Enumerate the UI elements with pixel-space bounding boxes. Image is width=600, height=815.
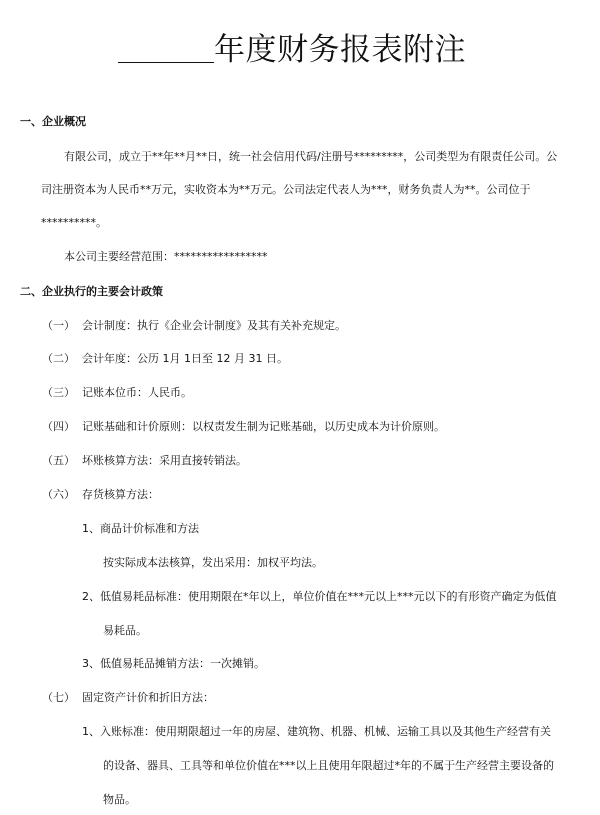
fixed-assets-subitem-1-line-3: 物品。 (103, 793, 136, 806)
policy-item-4-marker: （四） (42, 420, 75, 433)
policy-item-6-marker: （六） (42, 488, 75, 501)
overview-paragraph-line-2: 司注册资本为人民币**万元，实收资本为**万元。公司法定代表人为***，财务负责人为**。公司位于 (41, 183, 531, 196)
policy-item-5-text: 坏账核算方法：采用直接转销法。 (82, 454, 247, 467)
policy-item-1-marker: （一） (42, 319, 75, 332)
policy-item-4-text: 记账基础和计价原则：以权责发生制为记账基础，以历史成本为计价原则。 (82, 420, 445, 433)
inventory-subitem-2-line-1: 2、低值易耗品标准：使用期限在*年以上，单位价值在***元以上***元以下的有形资产确定为低值 (82, 590, 557, 603)
policy-item-1-text: 会计制度：执行《企业会计制度》及其有关补充规定。 (82, 319, 346, 332)
section-heading-accounting-policies: 二、企业执行的主要会计政策 (20, 285, 163, 298)
document-title (0, 22, 600, 72)
overview-paragraph-line-1: 有限公司，成立于**年**月**日，统一社会信用代码/注册号*********，公司类型为有限责任公司。公 (64, 150, 558, 163)
policy-item-3-marker: （三） (42, 386, 75, 399)
inventory-subitem-1-title: 1、商品计价标准和方法 (82, 522, 199, 535)
inventory-subitem-3: 3、低值易耗品摊销方法：一次摊销。 (82, 657, 265, 670)
policy-item-7-text: 固定资产计价和折旧方法： (82, 691, 214, 704)
inventory-subitem-1-body: 按实际成本法核算，发出采用：加权平均法。 (103, 556, 323, 569)
policy-item-6-text: 存货核算方法： (82, 488, 159, 501)
policy-item-2-text: 会计年度：公历 1月 1日至 12 月 31 日。 (82, 352, 288, 365)
fixed-assets-subitem-1-line-2: 的设备、器具、工具等和单位价值在***以上且使用年限超过*年的不属于生产经营主要设备的 (103, 759, 554, 772)
inventory-subitem-2-line-2: 易耗品。 (103, 624, 147, 637)
policy-item-3-text: 记账本位币：人民币。 (82, 386, 192, 399)
business-scope-line: 本公司主要经营范围：***************** (64, 250, 268, 263)
section-heading-overview: 一、企业概况 (20, 115, 86, 128)
policy-item-5-marker: （五） (42, 454, 75, 467)
policy-item-2-marker: （二） (42, 352, 75, 365)
policy-item-7-marker: （七） (42, 691, 75, 704)
title-text: 年度财务报表附注 (214, 32, 466, 68)
title-blank-underline (118, 62, 214, 63)
fixed-assets-subitem-1-line-1: 1、入账标准：使用期限超过一年的房屋、建筑物、机器、机械、运输工具以及其他生产经营有关 (82, 725, 551, 738)
overview-paragraph-line-3: **********。 (41, 216, 107, 229)
